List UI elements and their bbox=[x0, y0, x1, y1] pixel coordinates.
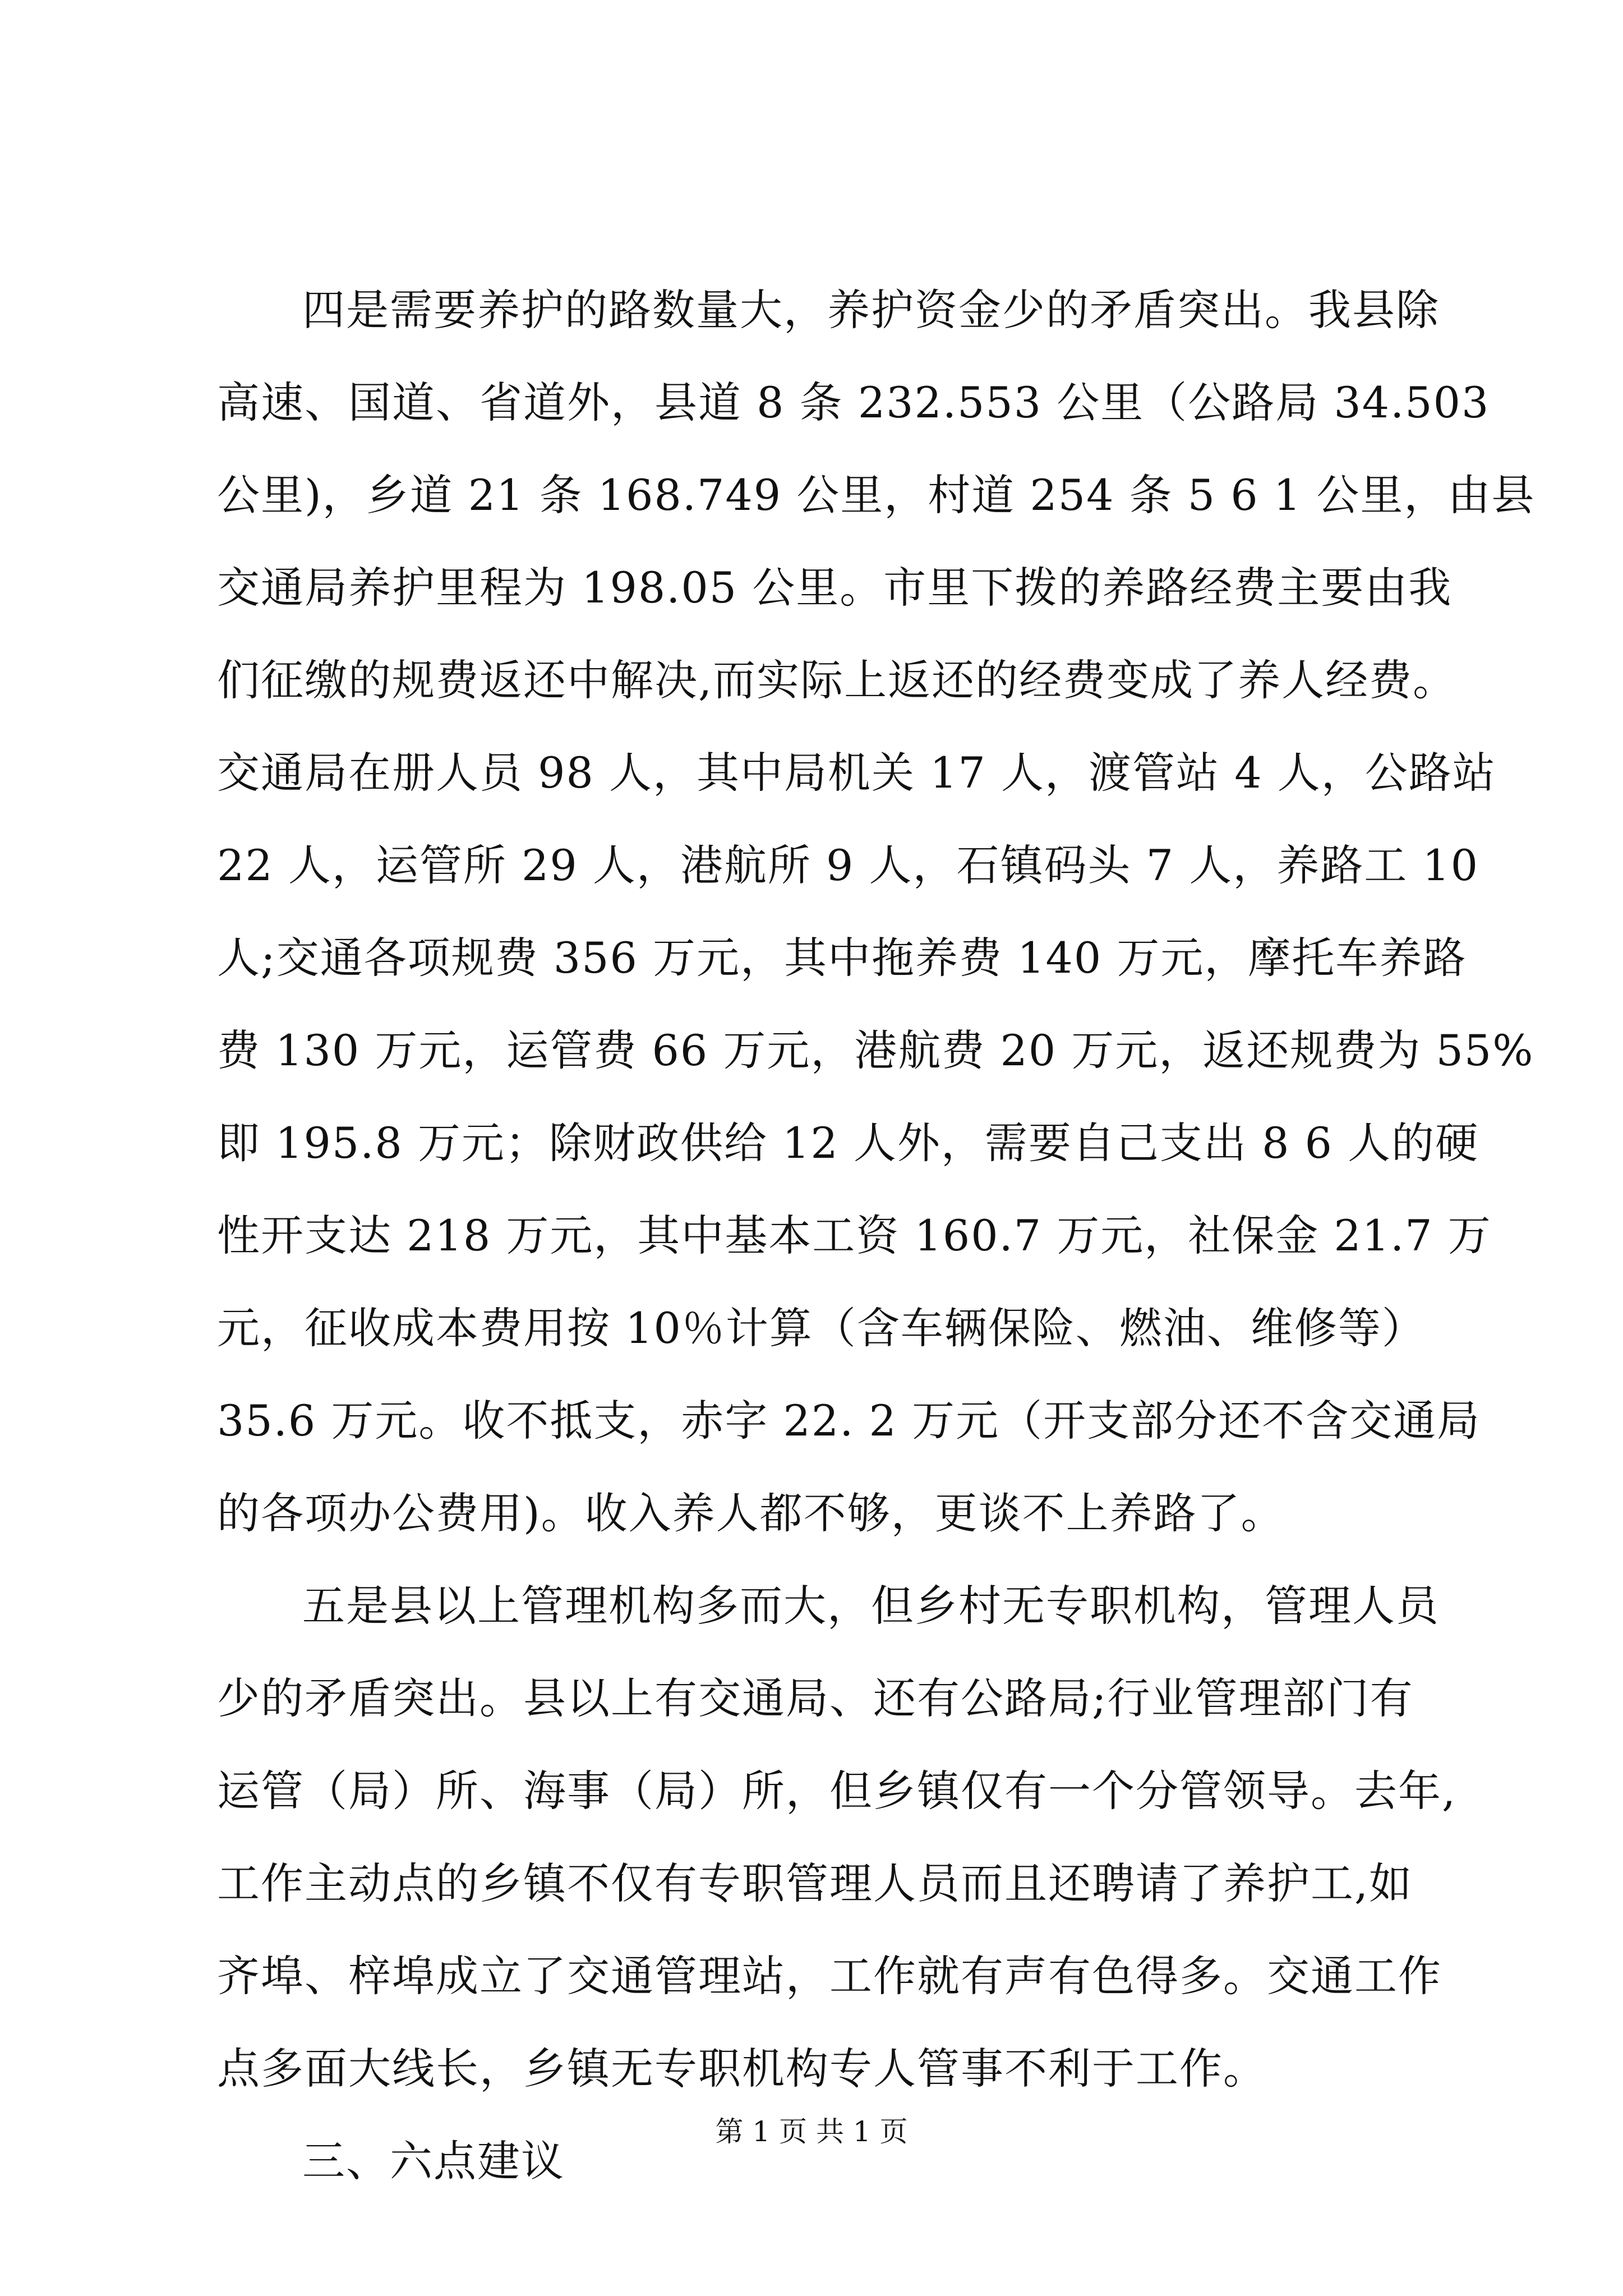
document-body bbox=[217, 264, 1536, 2207]
paragraph-line: 22 人，运管所 29 人，港航所 9 人，石镇码头 7 人，养路工 10 bbox=[217, 840, 1479, 890]
paragraph-line: 人;交通各项规费 356 万元，其中拖养费 140 万元，摩托车养路 bbox=[217, 933, 1467, 983]
paragraph-line: 性开支达 218 万元，其中基本工资 160.7 万元，社保金 21.7 万 bbox=[217, 1211, 1492, 1260]
paragraph-line: 35.6 万元。收不抵支，赤字 22. 2 万元（开支部分还不含交通局 bbox=[217, 1396, 1481, 1446]
paragraph-line: 费 130 万元，运管费 66 万元，港航费 20 万元，返还规费为 55% bbox=[217, 1025, 1534, 1075]
paragraph-line: 的各项办公费用)。收入养人都不够，更谈不上养路了。 bbox=[217, 1488, 1285, 1538]
page-footer bbox=[0, 2109, 1623, 2150]
page-number-label: 第 1 页 共 1 页 bbox=[715, 2115, 908, 2148]
paragraph-line: 即 195.8 万元；除财政供给 12 人外，需要自己支出 8 6 人的硬 bbox=[217, 1118, 1479, 1168]
section-heading: 三、六点建议 bbox=[302, 2136, 565, 2186]
paragraph-line: 少的矛盾突出。县以上有交通局、还有公路局;行业管理部门有 bbox=[217, 1673, 1414, 1723]
paragraph-line: 高速、国道、省道外，县道 8 条 232.553 公里（公路局 34.503 bbox=[217, 378, 1490, 427]
paragraph-line: 五是县以上管理机构多而大，但乡村无专职机构，管理人员 bbox=[302, 1581, 1440, 1631]
paragraph-line: 元，征收成本费用按 10％计算（含车辆保险、燃油、维修等） bbox=[217, 1303, 1426, 1353]
paragraph-line: 公里)，乡道 21 条 168.749 公里，村道 254 条 5 6 1 公里，由县 bbox=[217, 470, 1536, 520]
paragraph-line: 四是需要养护的路数量大，养护资金少的矛盾突出。我县除 bbox=[302, 285, 1440, 335]
paragraph-line: 工作主动点的乡镇不仅有专职管理人员而且还聘请了养护工,如 bbox=[217, 1858, 1413, 1908]
paragraph-line: 们征缴的规费返还中解决,而实际上返还的经费变成了养人经费。 bbox=[217, 655, 1457, 705]
paragraph-line: 交通局养护里程为 198.05 公里。市里下拨的养路经费主要由我 bbox=[217, 563, 1453, 613]
paragraph-five bbox=[217, 1559, 1457, 2115]
paragraph-line: 运管（局）所、海事（局）所，但乡镇仅有一个分管领导。去年, bbox=[217, 1766, 1457, 1816]
paragraph-line: 齐埠、梓埠成立了交通管理站，工作就有声有色得多。交通工作 bbox=[217, 1951, 1442, 2001]
paragraph-line: 交通局在册人员 98 人，其中局机关 17 人，渡管站 4 人，公路站 bbox=[217, 748, 1496, 798]
paragraph-line: 点多面大线长，乡镇无专职机构专人管事不利于工作。 bbox=[217, 2044, 1267, 2093]
paragraph-four bbox=[217, 264, 1536, 1559]
